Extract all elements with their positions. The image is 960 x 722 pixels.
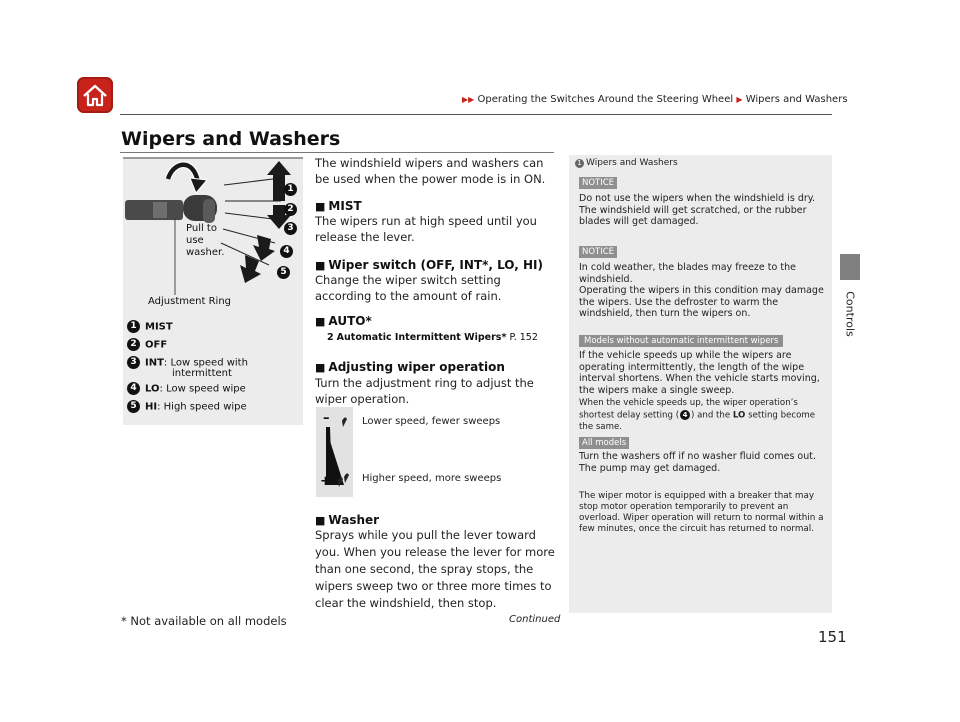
- footnote: * Not available on all models: [121, 614, 287, 628]
- scale-higher-label: Higher speed, more sweeps: [362, 473, 502, 484]
- legend-item-int: 3 INT: Low speed with: [127, 356, 248, 369]
- notice-1-text: Do not use the wipers when the windshield is dry. The windshield will get scratched, or the rubber blades will get damaged.: [579, 193, 816, 227]
- legend-item-lo: 4 LO: Low speed wipe: [127, 382, 246, 395]
- breaker-text: The wiper motor is equipped with a breaker that may stop motor operation temporarily to prevent an overload. Wiper operation will return to normal within a few minutes, once the circuit has returned to normal.: [579, 491, 824, 534]
- callout-1: 1: [284, 183, 297, 196]
- pull-arrow-icon: [190, 178, 207, 193]
- washer-heading: ■ Washer: [315, 513, 380, 527]
- legend-item-off: 2 OFF: [127, 338, 167, 351]
- section-tab-label[interactable]: Controls: [843, 291, 857, 337]
- all-models-badge: All models: [579, 437, 629, 449]
- models-text-2: When the vehicle speeds up, the wiper operation’s shortest delay setting ( 4 ) and the LO setting become the same.: [579, 398, 815, 432]
- callout-5: 5: [277, 266, 290, 279]
- notice-2-text: In cold weather, the blades may freeze to the windshield. Operating the wipers in this condition may damage the wipers. Use the defroster to warm the windshield, then turn the wipers on.: [579, 262, 824, 319]
- legend-item-hi: 5 HI: High speed wipe: [127, 400, 247, 413]
- pull-to-use-washer-label: Pull to use washer.: [186, 223, 225, 258]
- breadcrumb-arrow-icon: ▶▶: [462, 95, 475, 104]
- adjustment-ring: [203, 199, 215, 223]
- notes-heading: 1 Wipers and Washers: [575, 158, 678, 168]
- mist-text: The wipers run at high speed until you release the lever.: [315, 214, 537, 244]
- lever-label-area: [153, 202, 167, 218]
- auto-reference-link[interactable]: 2 Automatic Intermittent Wipers* P. 152: [327, 332, 538, 343]
- home-icon: [77, 77, 113, 113]
- intro-text: The windshield wipers and washers can be used when the power mode is in ON.: [315, 156, 546, 186]
- continued-label: Continued: [509, 614, 561, 625]
- reference-arrow-icon: 2: [327, 332, 334, 343]
- breadcrumb-link-wipers[interactable]: Wipers and Washers: [745, 94, 848, 105]
- page-number: 151: [818, 628, 847, 646]
- page-title: Wipers and Washers: [121, 128, 341, 150]
- callout-4-inline: 4: [680, 410, 690, 420]
- breadcrumb: [462, 94, 848, 105]
- adjusting-heading: ■ Adjusting wiper operation: [315, 360, 505, 374]
- callout-2: 2: [284, 203, 297, 216]
- callout-3: 3: [284, 222, 297, 235]
- notice-badge-1: NOTICE: [579, 177, 617, 189]
- breadcrumb-arrow-icon: ▶: [736, 95, 743, 104]
- legend-item-mist: 1 MIST: [127, 320, 173, 333]
- breadcrumb-link-switches[interactable]: Operating the Switches Around the Steering Wheel: [477, 94, 734, 105]
- wiper-switch-heading: ■ Wiper switch (OFF, INT*, LO, HI): [315, 258, 543, 272]
- hi-arrow-icon: [240, 255, 261, 283]
- scale-minus-label: –: [323, 411, 330, 426]
- models-text: If the vehicle speeds up while the wipers are operating intermittently, the length of the wipe interval shortens. When the vehicle starts moving, the wipers make a single sweep.: [579, 350, 820, 396]
- home-button[interactable]: [77, 77, 113, 113]
- title-divider: [120, 152, 554, 153]
- all-models-text: Turn the washers off if no washer fluid comes out. The pump may get damaged.: [579, 451, 816, 474]
- adjustment-ring-label: Adjustment Ring: [148, 296, 232, 307]
- wiper-switch-text: Change the wiper switch setting according to the amount of rain.: [315, 273, 502, 303]
- notice-badge-2: NOTICE: [579, 246, 617, 258]
- scale-lower-label: Lower speed, fewer sweeps: [362, 416, 501, 427]
- auto-heading: ■ AUTO*: [315, 314, 372, 328]
- washer-text: Sprays while you pull the lever toward you. When you release the lever for more than one second, the spray stops, the wipers sweep two or three more times to clear the windshield, then stop.: [315, 528, 555, 610]
- mist-heading: ■ MIST: [315, 199, 362, 213]
- scale-plus-label: +: [320, 474, 331, 489]
- models-badge: Models without automatic intermittent wipers: [579, 335, 783, 347]
- header-divider: [120, 114, 832, 115]
- adjusting-text: Turn the adjustment ring to adjust the wiper operation.: [315, 376, 534, 406]
- legend-item-int-cont: intermittent: [172, 368, 232, 379]
- section-tab[interactable]: [840, 254, 860, 280]
- callout-4: 4: [280, 245, 293, 258]
- lo-arrow-icon: [253, 235, 275, 261]
